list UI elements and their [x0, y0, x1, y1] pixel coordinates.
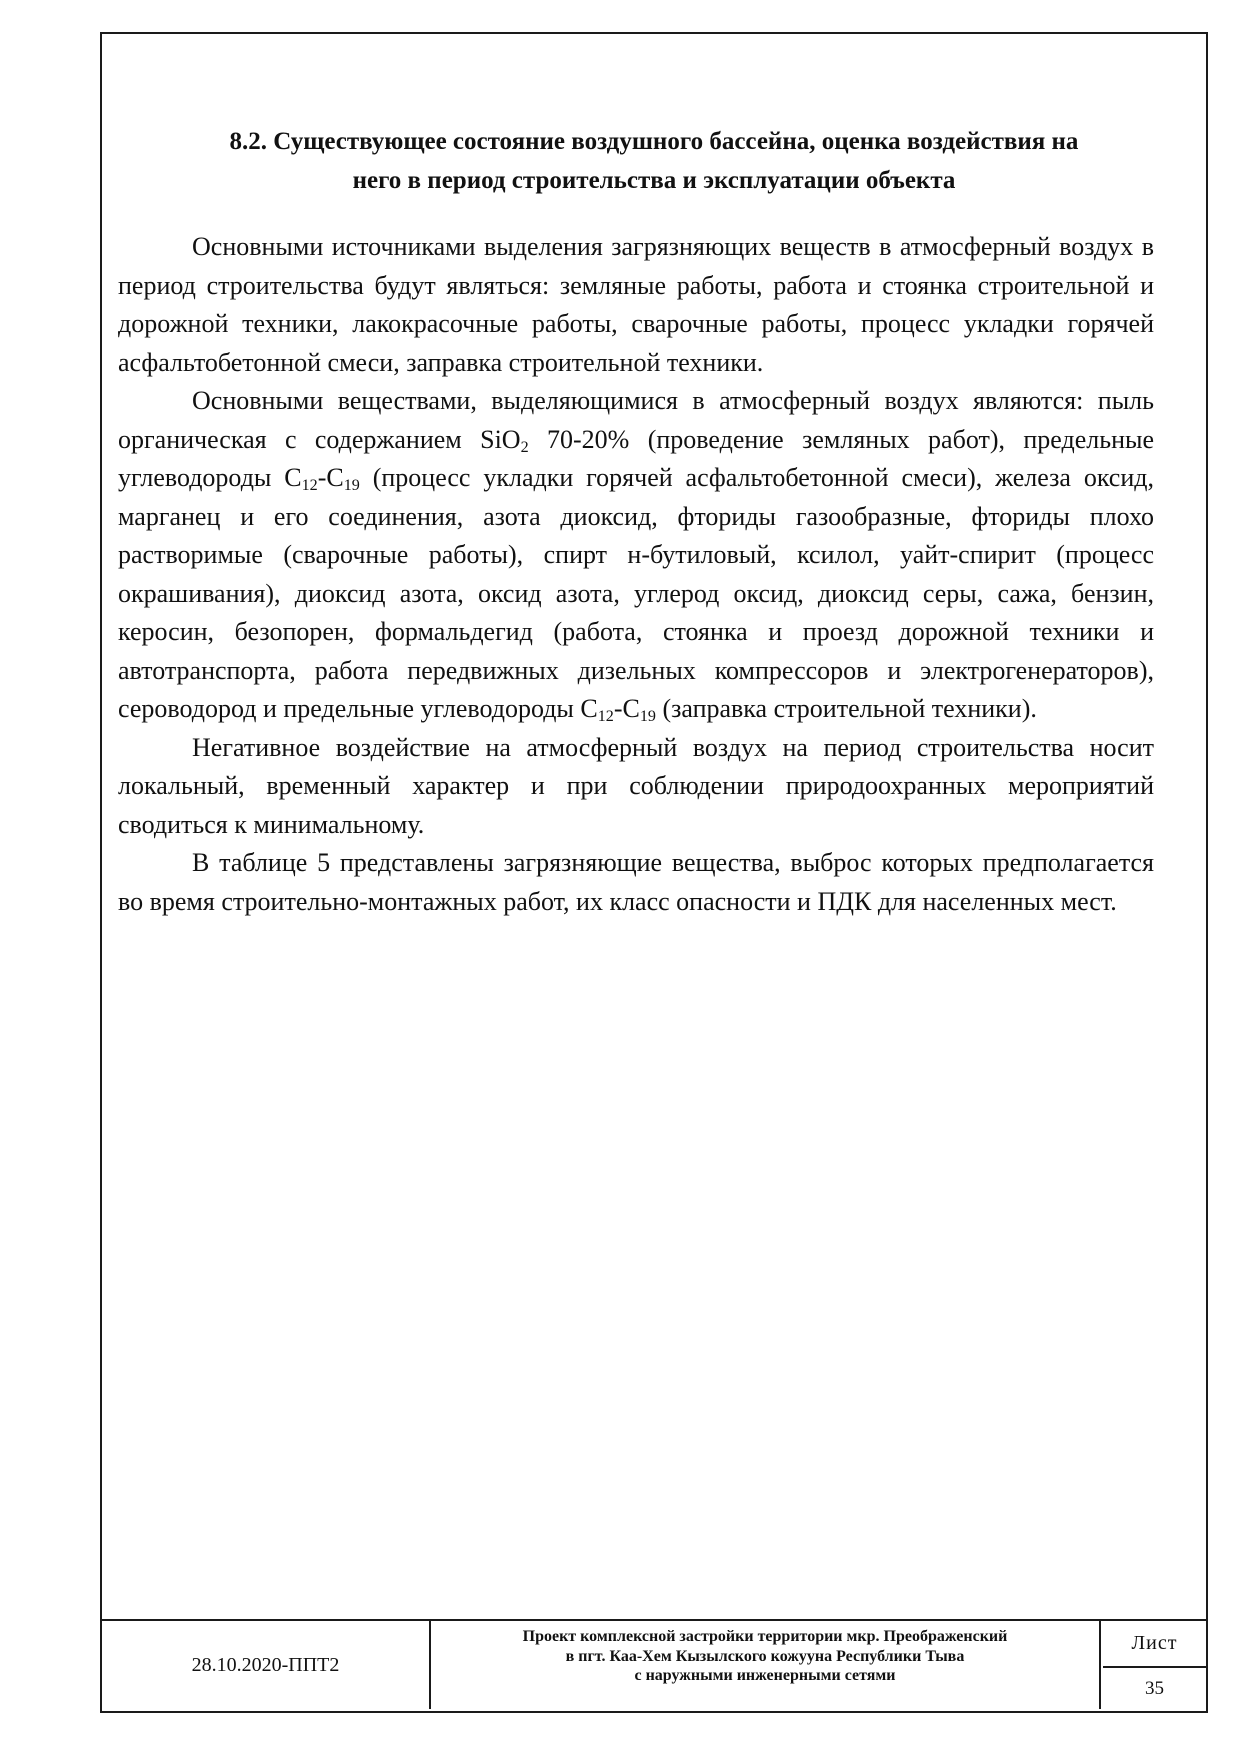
document-code: 28.10.2020-ППТ2 — [102, 1621, 431, 1709]
paragraph-3: Негативное воздействие на атмосферный воздух на период строительства носит локальный, временный характер и при соблюдении природоохранных мероприятий сводиться к минимальному. — [118, 732, 1154, 839]
subscript: 12 — [597, 708, 614, 726]
paragraph-2-text: -С — [613, 694, 640, 723]
project-title-line-2: в пгт. Каа-Хем Кызылского кожууна Республики Тыва — [565, 1647, 965, 1665]
paragraph-2-text: Основными веществами, выделяющимися в атмосферный воздух являются: пыль органическая с содержанием SiO — [118, 386, 1154, 454]
project-title-line-1: Проект комплексной застройки территории мкр. Преображенский — [522, 1628, 1008, 1645]
paragraph-2 — [118, 382, 1154, 729]
paragraph-2-text: (заправка строительной техники). — [655, 694, 1037, 723]
subscript: 19 — [639, 708, 656, 726]
subscript: 2 — [520, 438, 529, 456]
paragraph-1: Основными источниками выделения загрязняющих веществ в атмосферный воздух в период строительства будут являться: земляные работы, работа и стоянка строительной и дорожной техники, лакокрасочные работы, сварочные работы, процесс укладки горячей асфальтобетонной смеси, заправка строительной техники. — [118, 232, 1154, 377]
paragraph-2-text: (процесс укладки горячей асфальтобетонной смеси), железа оксид, марганец и его соединения, азота диоксид, фториды газообразные, фториды плохо растворимые (сварочные работы), спирт н-бутиловый, ксилол, уайт-спирит (процесс окрашивания), диоксид азота, оксид азота, углерод оксид, диоксид серы, сажа, бензин, керосин, безопорен, формальдегид (работа, стоянка и проезд дорожной техники и автотранспорта, работа передвижных дизельных компрессоров и электрогенераторов), сероводород и предельные углеводороды С — [118, 463, 1154, 723]
section-heading — [102, 122, 1206, 200]
subscript: 19 — [343, 477, 360, 495]
sheet-label: Лист — [1103, 1621, 1206, 1668]
body-text — [118, 228, 1154, 921]
paragraph-2-text: -С — [317, 463, 344, 492]
heading-line-2: него в период строительства и эксплуатации объекта — [352, 167, 956, 194]
paragraph-4: В таблице 5 представлены загрязняющие вещества, выброс которых предполагается во время строительно-монтажных работ, их класс опасности и ПДК для населенных мест. — [118, 848, 1154, 916]
page-frame — [100, 32, 1208, 1713]
title-block — [102, 1619, 1206, 1711]
paragraph-2-text: 70-20% (проведение земляных работ), предельные углеводороды С — [118, 424, 1154, 492]
project-title — [431, 1621, 1101, 1709]
page-number: 35 — [1145, 1677, 1164, 1699]
project-title-line-3: с наружными инженерными сетями — [634, 1667, 896, 1684]
subscript: 12 — [301, 477, 318, 495]
heading-line-1: 8.2. Существующее состояние воздушного бассейна, оценка воздействия на — [229, 128, 1079, 155]
